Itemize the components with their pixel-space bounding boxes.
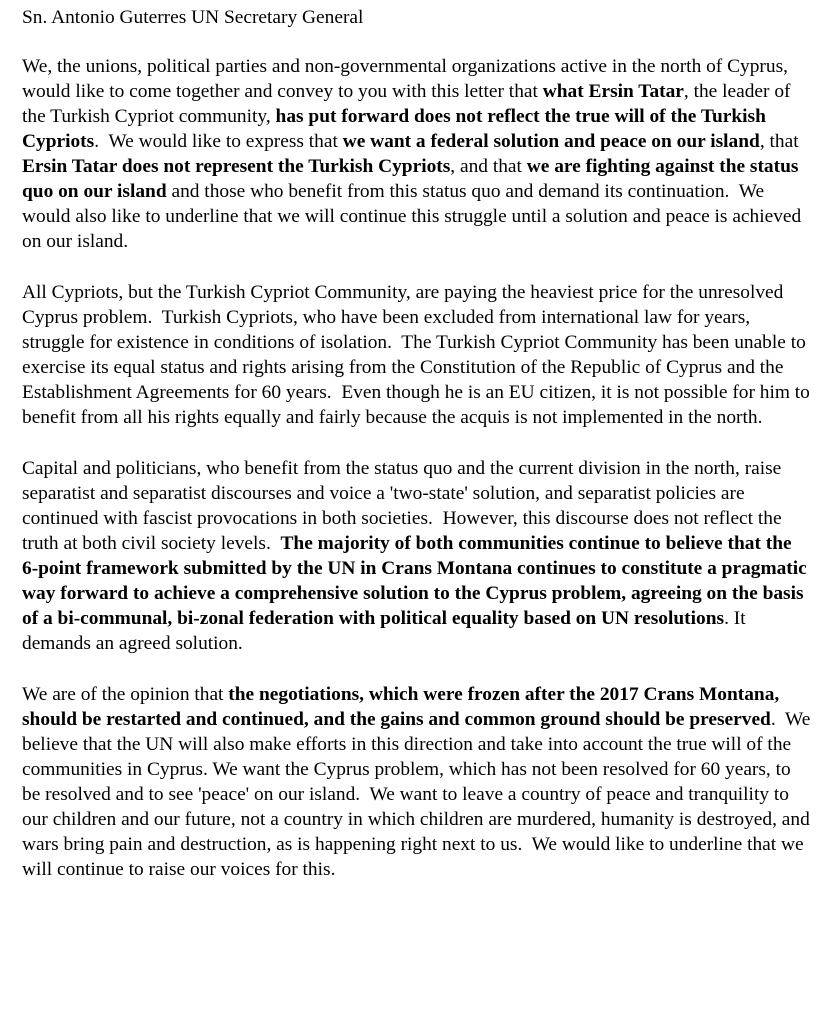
emphasis-text: Ersin Tatar does not represent the Turkish Cypriots (22, 156, 451, 177)
paragraph-text: Capital and politicians, who benefit from the status quo and the current division in the north, raise separatist and separatist discourses and voice a 'two-state' solution, and separatist policies are continued with fascist provocations in both societies. However, this discourse does not reflect the truth at both civil society levels. (22, 458, 787, 554)
salutation: Sn. Antonio Guterres UN Secretary General (22, 7, 364, 28)
paragraph-text: , the leader of the Turkish Cypriot community, (22, 81, 796, 127)
emphasis-text: has put forward does not reflect the true will of the Turkish Cypriots (22, 106, 771, 152)
paragraph-text: We are of the opinion that (22, 684, 229, 705)
emphasis-text: we are fighting against the status quo on our island (22, 156, 804, 202)
paragraph-text: and those who benefit from this status quo and demand its continuation. We would also like to underline that we will continue this struggle until a solution and peace is achieved on our island. (22, 181, 807, 252)
paragraph-2 (22, 280, 815, 430)
paragraph-text: . We believe that the UN will also make efforts in this direction and take into account the true will of the communities in Cyprus. We want the Cyprus problem, which has not been resolved for 60 years, to be resolved and to see 'peace' on our island. We want to leave a country of peace and tranquility to our children and our future, not a country in which children are murdered, humanity is destroyed, and wars bring pain and destruction, as is happening right next to us. We would like to underline that we will continue to raise our voices for this. (22, 709, 816, 880)
paragraph-text: . We would like to express that (94, 131, 343, 152)
paragraph-4 (22, 682, 816, 882)
paragraph-3 (22, 456, 812, 656)
paragraph-text: . It demands an agreed solution. (22, 608, 751, 654)
emphasis-text: what Ersin Tatar (542, 81, 684, 102)
paragraph-text: We, the unions, political parties and non-governmental organizations active in the north of Cyprus, would like to come together and convey to you with this letter that (22, 56, 793, 102)
letter-page (22, 5, 816, 882)
emphasis-text: the negotiations, which were frozen after the 2017 Crans Montana, should be restarted and continued, and the gains and common ground should be preserved (22, 684, 785, 730)
emphasis-text: we want a federal solution and peace on our island (342, 131, 760, 152)
paragraph-text: , that (759, 131, 804, 152)
paragraph-text: All Cypriots, but the Turkish Cypriot Community, are paying the heaviest price for the unresolved Cyprus problem. Turkish Cypriots, who have been excluded from international law for years, struggle for existence in conditions of isolation. The Turkish Cypriot Community has been unable to exercise its equal status and rights arising from the Constitution of the Republic of Cyprus and the Establishment Agreements for 60 years. Even though he is an EU citizen, it is not possible for him to benefit from all his rights equally and fairly because the acquis is not implemented in the north. (22, 282, 815, 428)
emphasis-text: The majority of both communities continue to believe that the 6-point framework submitted by the UN in Crans Montana continues to constitute a pragmatic way forward to achieve a comprehensive solution to the Cyprus problem, agreeing on the basis of a bi-communal, bi-zonal federation with political equality based on UN resolutions (22, 533, 812, 629)
paragraph-1 (22, 54, 812, 254)
paragraph-text: , and that (450, 156, 527, 177)
